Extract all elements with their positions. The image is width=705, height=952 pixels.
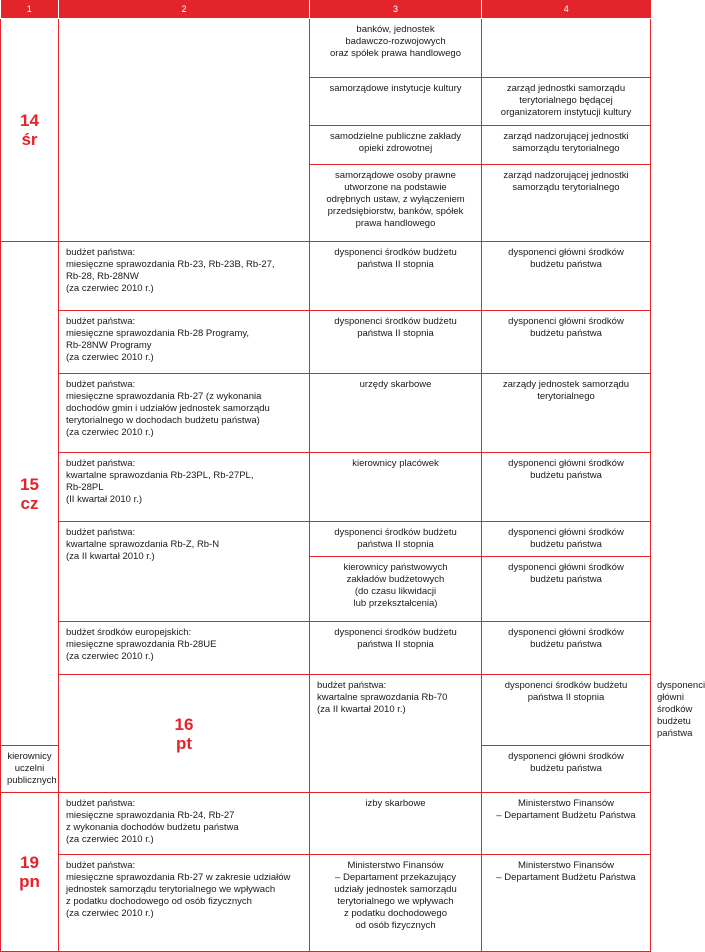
submitter-cell bbox=[1, 746, 59, 793]
report-cell bbox=[59, 242, 310, 311]
cell-line: terytorialnego bbox=[537, 391, 595, 402]
cell-line: Rb-28PL bbox=[66, 482, 104, 493]
cell-line: miesięczne sprawozdania Rb-24, Rb-27 bbox=[66, 810, 235, 821]
submitter-cell bbox=[310, 19, 482, 78]
column-header-1: 1 bbox=[1, 0, 59, 19]
day-number: 14 bbox=[20, 111, 39, 130]
cell-line: samorządu terytorialnego bbox=[512, 182, 620, 193]
cell-line: zarząd jednostki samorządu bbox=[506, 83, 626, 94]
recipient-cell bbox=[482, 242, 651, 311]
cell-line: budżet państwa: bbox=[66, 798, 136, 809]
submitter-cell bbox=[310, 242, 482, 311]
cell-line: samorządowe instytucje kultury bbox=[329, 83, 462, 94]
cell-line: kwartalne sprawozdania Rb-Z, Rb-N bbox=[66, 539, 220, 550]
report-cell bbox=[59, 855, 310, 952]
submitter-cell bbox=[310, 165, 482, 242]
column-header-4: 4 bbox=[482, 0, 651, 19]
cell-line: dysponenci środków budżetu bbox=[334, 627, 457, 638]
cell-line: samodzielne publiczne zakłady bbox=[330, 131, 461, 142]
submitter-cell bbox=[482, 675, 651, 746]
cell-line: zarządy jednostek samorządu bbox=[502, 379, 630, 390]
cell-line: kwartalne sprawozdania Rb-23PL, Rb-27PL, bbox=[66, 470, 254, 481]
cell-line: zarząd nadzorującej jednostki bbox=[503, 131, 629, 142]
cell-line: opieki zdrowotnej bbox=[358, 143, 433, 154]
cell-line: Rb-28NW Programy bbox=[66, 340, 152, 351]
cell-line: miesięczne sprawozdania Rb-28UE bbox=[66, 639, 217, 650]
cell-line: prawa handlowego bbox=[355, 218, 436, 229]
cell-line: dysponenci główni środków bbox=[508, 316, 624, 327]
cell-line: budżetu państwa bbox=[530, 574, 602, 585]
cell-line: dysponenci główni środków bbox=[508, 627, 624, 638]
report-cell bbox=[59, 374, 310, 453]
cell-line: terytorialnego we wpływach bbox=[337, 896, 454, 907]
cell-line: zarząd nadzorującej jednostki bbox=[503, 170, 629, 181]
cell-line: od osób fizycznych bbox=[355, 920, 436, 931]
cell-line: oraz spółek prawa handlowego bbox=[330, 48, 461, 59]
cell-line: banków, jednostek bbox=[356, 24, 435, 35]
cell-line: Ministerstwo Finansów bbox=[347, 860, 444, 871]
day-cell-19 bbox=[1, 793, 59, 952]
cell-line: samorządu terytorialnego bbox=[512, 143, 620, 154]
day-name: cz bbox=[20, 493, 39, 513]
cell-line: budżet państwa: bbox=[66, 527, 136, 538]
submitter-cell bbox=[310, 311, 482, 374]
table-row bbox=[1, 855, 651, 952]
table-row bbox=[1, 19, 651, 78]
cell-line: dysponenci główni środków bbox=[508, 527, 624, 538]
cell-line: (za czerwiec 2010 r.) bbox=[66, 283, 154, 294]
cell-line: budżet państwa: bbox=[66, 458, 136, 469]
cell-line: (II kwartał 2010 r.) bbox=[66, 494, 143, 505]
cell-line: budżetu państwa bbox=[530, 328, 602, 339]
cell-line: odrębnych ustaw, z wyłączeniem bbox=[326, 194, 465, 205]
cell-line: badawczo-rozwojowych bbox=[345, 36, 446, 47]
cell-line: kierownicy placówek bbox=[352, 458, 439, 469]
cell-line: izby skarbowe bbox=[365, 798, 426, 809]
cell-line: terytorialnego w dochodach budżetu państwa) bbox=[66, 415, 260, 426]
cell-line: (za czerwiec 2010 r.) bbox=[66, 352, 154, 363]
report-cell bbox=[59, 793, 310, 855]
cell-line: terytorialnego będącej bbox=[519, 95, 613, 106]
cell-line: budżet państwa: bbox=[66, 316, 136, 327]
table-row bbox=[1, 453, 651, 522]
table-row bbox=[1, 522, 651, 557]
day-cell-15 bbox=[1, 242, 59, 746]
cell-line: (za II kwartał 2010 r.) bbox=[317, 704, 406, 715]
report-cell-empty bbox=[59, 19, 310, 242]
table-row bbox=[1, 374, 651, 453]
cell-line: (do czasu likwidacji bbox=[354, 586, 437, 597]
cell-line: budżet środków europejskich: bbox=[66, 627, 192, 638]
cell-line: dysponenci główni środków bbox=[508, 247, 624, 258]
cell-line: dysponenci główni środków bbox=[508, 458, 624, 469]
submitter-cell bbox=[310, 522, 482, 557]
day-number: 16 bbox=[174, 714, 194, 734]
cell-line: z podatku dochodowego od osób fizycznych bbox=[66, 896, 252, 907]
recipient-cell bbox=[482, 165, 651, 242]
recipient-cell bbox=[482, 311, 651, 374]
day-cell-16 bbox=[59, 675, 310, 793]
cell-line: (za czerwiec 2010 r.) bbox=[66, 651, 154, 662]
column-header-3: 3 bbox=[310, 0, 482, 19]
cell-line: (za czerwiec 2010 r.) bbox=[66, 427, 154, 438]
cell-line: miesięczne sprawozdania Rb-28 Programy, bbox=[66, 328, 250, 339]
cell-line: dysponenci środków budżetu bbox=[334, 316, 457, 327]
cell-line: lub przekształcenia) bbox=[353, 598, 438, 609]
report-cell bbox=[59, 311, 310, 374]
recipient-cell bbox=[482, 19, 651, 78]
submitter-cell bbox=[310, 793, 482, 855]
cell-line: dysponenci środków budżetu bbox=[334, 247, 457, 258]
recipient-cell bbox=[482, 126, 651, 165]
cell-line: państwa II stopnia bbox=[357, 539, 434, 550]
report-cell bbox=[59, 453, 310, 522]
cell-line: utworzone na podstawie bbox=[344, 182, 447, 193]
submitter-cell bbox=[310, 622, 482, 675]
cell-line: jednostek samorządu terytorialnego we wpływach bbox=[66, 884, 276, 895]
cell-line: miesięczne sprawozdania Rb-23, Rb-23B, Rb-27, bbox=[66, 259, 275, 270]
table-row bbox=[1, 793, 651, 855]
cell-line: Rb-28, Rb-28NW bbox=[66, 271, 139, 282]
submitter-cell bbox=[310, 78, 482, 126]
cell-line: dysponenci środków budżetu bbox=[504, 680, 628, 691]
cell-line: budżetu państwa bbox=[530, 763, 602, 774]
recipient-cell bbox=[482, 793, 651, 855]
submitter-cell bbox=[310, 126, 482, 165]
header-row bbox=[1, 0, 651, 19]
recipient-cell bbox=[482, 522, 651, 557]
cell-line: kierownicy uczelni publicznych bbox=[7, 751, 57, 786]
cell-line: przedsiębiorstw, banków, spółek bbox=[327, 206, 464, 217]
cell-line: państwa II stopnia bbox=[357, 328, 434, 339]
cell-line: (za czerwiec 2010 r.) bbox=[66, 908, 154, 919]
submitter-cell bbox=[310, 374, 482, 453]
report-cell bbox=[59, 522, 310, 622]
recipient-cell bbox=[482, 746, 651, 793]
cell-line: Ministerstwo Finansów bbox=[517, 798, 615, 809]
cell-line: organizatorem instytucji kultury bbox=[500, 107, 632, 118]
cell-line: z wykonania dochodów budżetu państwa bbox=[66, 822, 239, 833]
cell-line: samorządowe osoby prawne bbox=[335, 170, 456, 181]
cell-line: udziały jednostek samorządu bbox=[334, 884, 457, 895]
cell-line: Ministerstwo Finansów bbox=[517, 860, 615, 871]
cell-line: budżetu państwa bbox=[530, 539, 602, 550]
submitter-cell bbox=[310, 557, 482, 622]
recipient-cell bbox=[482, 78, 651, 126]
recipient-cell bbox=[482, 557, 651, 622]
submitter-cell bbox=[310, 855, 482, 952]
cell-line: budżet państwa: bbox=[66, 860, 136, 871]
cell-line: budżetu państwa bbox=[530, 259, 602, 270]
cell-line: budżetu państwa bbox=[530, 639, 602, 650]
cell-line: – Departament przekazujący bbox=[335, 872, 456, 883]
table-row bbox=[1, 242, 651, 311]
cell-line: dysponenci środków budżetu bbox=[334, 527, 457, 538]
day-number: 19 bbox=[20, 853, 39, 872]
day-number: 15 bbox=[20, 474, 39, 494]
cell-line: budżet państwa: bbox=[317, 680, 387, 691]
cell-line: (za II kwartał 2010 r.) bbox=[66, 551, 155, 562]
submitter-cell bbox=[310, 453, 482, 522]
cell-line: – Departament Budżetu Państwa bbox=[496, 810, 636, 821]
cell-line: miesięczne sprawozdania Rb-27 w zakresie udziałów bbox=[66, 872, 291, 883]
recipient-cell bbox=[482, 622, 651, 675]
cell-line: miesięczne sprawozdania Rb-27 (z wykonania bbox=[66, 391, 262, 402]
table-row bbox=[1, 622, 651, 675]
table-row: 16 pt budżet państwa: kwartalne sprawozdania Rb-70 (za II kwartał 2010 r.) dysponenci środków budżetu państwa II stopnia dysponenci główni środków budżetu państwa bbox=[1, 675, 651, 746]
cell-line: państwa II stopnia bbox=[357, 639, 434, 650]
cell-line: dochodów gmin i udziałów jednostek samorządu bbox=[66, 403, 270, 414]
cell-line: państwa II stopnia bbox=[527, 692, 605, 703]
cell-line: zakładów budżetowych bbox=[346, 574, 445, 585]
table-row bbox=[1, 311, 651, 374]
cell-line: dysponenci główni środków bbox=[508, 751, 624, 762]
day-cell-14 bbox=[1, 19, 59, 242]
cell-line: z podatku dochodowego bbox=[344, 908, 447, 919]
day-name: śr bbox=[21, 130, 38, 149]
cell-line: (za czerwiec 2010 r.) bbox=[66, 834, 154, 845]
report-cell bbox=[59, 622, 310, 675]
report-cell bbox=[310, 675, 482, 793]
cell-line: budżet państwa: bbox=[66, 247, 136, 258]
cell-line: kwartalne sprawozdania Rb-70 bbox=[317, 692, 448, 703]
recipient-cell bbox=[482, 855, 651, 952]
cell-line: urzędy skarbowe bbox=[359, 379, 432, 390]
day-name: pn bbox=[19, 872, 40, 891]
cell-line: państwa II stopnia bbox=[357, 259, 434, 270]
cell-line: kierownicy państwowych bbox=[343, 562, 448, 573]
day-name: pt bbox=[175, 733, 193, 753]
recipient-cell bbox=[482, 453, 651, 522]
cell-line: – Departament Budżetu Państwa bbox=[496, 872, 636, 883]
column-header-2: 2 bbox=[59, 0, 310, 19]
cell-line: budżetu państwa bbox=[530, 470, 602, 481]
cell-line: budżet państwa: bbox=[66, 379, 136, 390]
cell-line: dysponenci główni środków bbox=[508, 562, 624, 573]
recipient-cell bbox=[482, 374, 651, 453]
